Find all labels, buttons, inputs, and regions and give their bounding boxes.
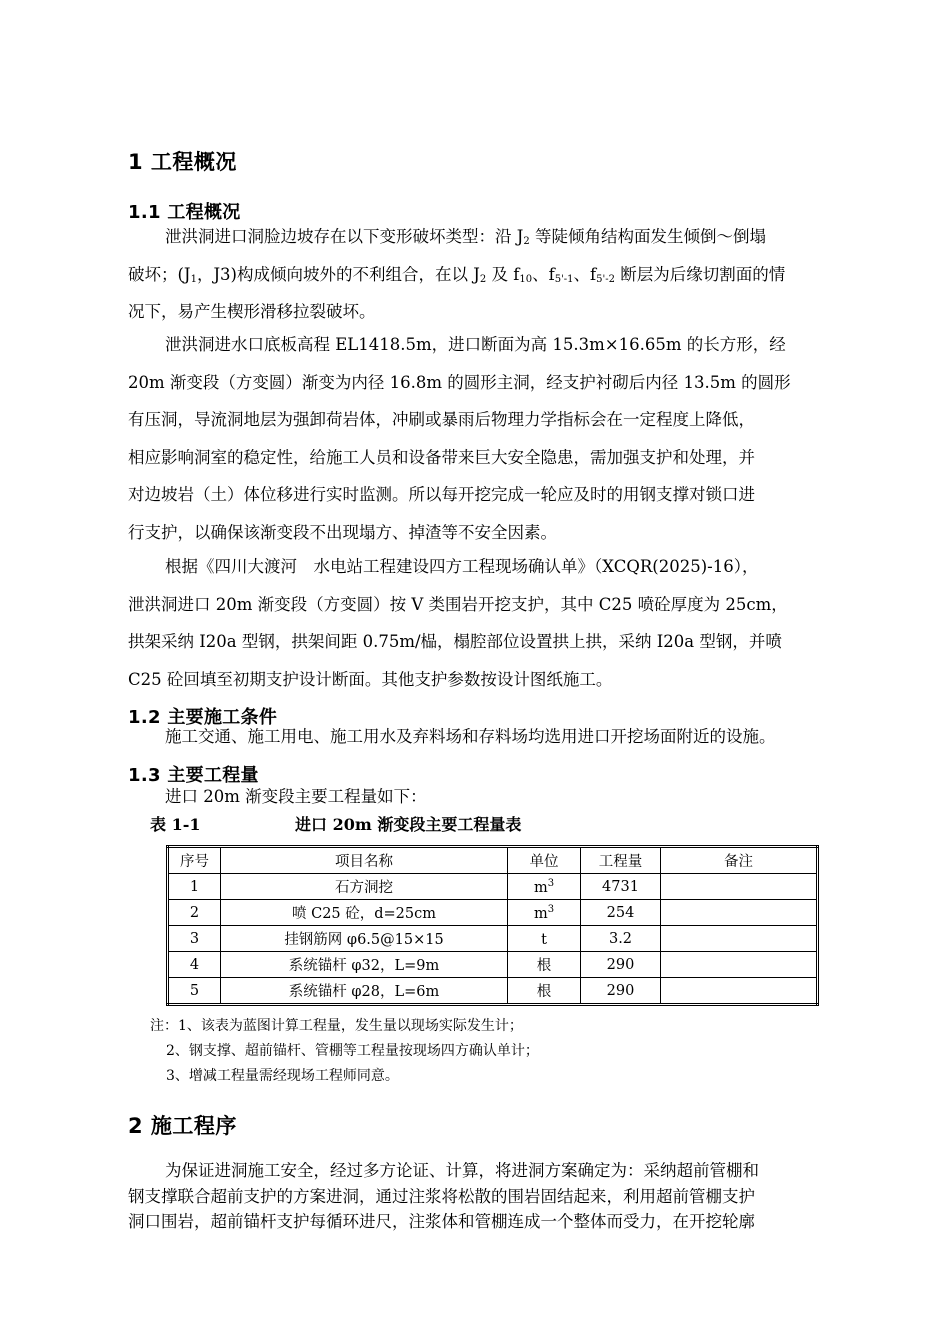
cell-name: 石方洞挖 bbox=[221, 874, 508, 900]
cell-note bbox=[661, 952, 818, 978]
section-2-heading: 2 施工程序 bbox=[128, 1114, 237, 1138]
cell-qty: 3.2 bbox=[581, 926, 661, 952]
table-row bbox=[168, 926, 818, 952]
cell-no: 2 bbox=[168, 900, 221, 926]
text-line: 破坏；($J_1$，J3)构成倾向坡外的不利组合，在以 $J_2$ 及 $f_{10}$、$f_{5'-1}$、$f_{5'-2}$ 断层为后缘切割面的情 bbox=[128, 264, 786, 285]
table-row bbox=[168, 900, 818, 926]
header-cell: 序号 bbox=[168, 847, 221, 874]
cell-unit: $m^3$ bbox=[508, 900, 581, 926]
cell-name: 喷 C25 砼，d=25cm bbox=[221, 900, 508, 926]
text-line: 施工交通、施工用电、施工用水及弃料场和存料场均选用进口开挖场面附近的设施。 bbox=[165, 727, 776, 746]
table-row bbox=[168, 874, 818, 900]
header-cell: 工程量 bbox=[581, 847, 661, 874]
text-line: 进口 20m 渐变段主要工程量如下： bbox=[165, 787, 427, 806]
cell-qty: 4731 bbox=[581, 874, 661, 900]
text-line: 有压洞，导流洞地层为强卸荷岩体，冲刷或暴雨后物理力学指标会在一定程度上降低， bbox=[128, 410, 755, 429]
cell-unit: 根 bbox=[508, 952, 581, 978]
cell-note bbox=[661, 874, 818, 900]
text-line: 洞口围岩，超前锚杆支护每循环进尺，注浆体和管棚连成一个整体而受力，在开挖轮廓 bbox=[128, 1212, 755, 1231]
paragraph-2 bbox=[128, 1158, 863, 1235]
cell-note bbox=[661, 978, 818, 1005]
text-line: 相应影响洞室的稳定性，给施工人员和设备带来巨大安全隐患，需加强支护和处理，并 bbox=[128, 447, 755, 467]
cell-qty: 290 bbox=[581, 952, 661, 978]
table-note-2: 2、钢支撑、超前锚杆、管棚等工程量按现场四方确认单计； bbox=[166, 1043, 539, 1059]
cell-qty: 290 bbox=[581, 978, 661, 1005]
text-line: 泄洪洞进口洞脸边坡存在以下变形破坏类型：沿 $J_2$ 等陡倾角结构面发生倾倒～倒塌 bbox=[165, 227, 766, 247]
cell-note bbox=[661, 900, 818, 926]
section-1-3-heading: 1.3 主要工程量 bbox=[128, 765, 259, 786]
header-cell: 单位 bbox=[508, 847, 581, 874]
text-line: 况下，易产生楔形滑移拉裂破坏。 bbox=[128, 302, 376, 321]
text-line: 钢支撑联合超前支护的方案进洞，通过注浆将松散的围岩固结起来，利用超前管棚支护 bbox=[128, 1186, 755, 1206]
text-line: 根据《四川大渡河 水电站工程建设四方工程现场确认单》（XCQR(2025)-16）， bbox=[165, 557, 759, 576]
cell-name: 系统锚杆 φ28，L=6m bbox=[221, 978, 508, 1005]
text-line: 泄洪洞进水口底板高程 EL1418.5m，进口断面为高 15.3m×16.65m 的长方形，经 bbox=[165, 335, 786, 354]
cell-name: 系统锚杆 φ32，L=9m bbox=[221, 952, 508, 978]
text-line: 泄洪洞进口 20m 渐变段（方变圆）按 V 类围岩开挖支护，其中 C25 喷砼厚度为 25cm， bbox=[128, 594, 788, 614]
paragraph-1-1-c bbox=[128, 548, 863, 698]
cell-unit: 根 bbox=[508, 978, 581, 1005]
paragraph-1-1-a bbox=[128, 218, 863, 331]
section-1-heading: 1 工程概况 bbox=[128, 150, 237, 174]
cell-name: 挂钢筋网 φ6.5@15×15 bbox=[221, 926, 508, 952]
cell-no: 5 bbox=[168, 978, 221, 1005]
cell-no: 4 bbox=[168, 952, 221, 978]
cell-no: 1 bbox=[168, 874, 221, 900]
section-1-1-heading: 1.1 工程概况 bbox=[128, 202, 241, 223]
cell-unit: t bbox=[508, 926, 581, 952]
text-line: 为保证进洞施工安全，经过多方论证、计算，将进洞方案确定为：采纳超前管棚和 bbox=[165, 1161, 759, 1180]
table-row bbox=[168, 978, 818, 1005]
header-cell: 备注 bbox=[661, 847, 818, 874]
table-row bbox=[168, 952, 818, 978]
paragraph-1-2 bbox=[128, 724, 863, 750]
text-line: 对边坡岩（土）体位移进行实时监测。所以每开挖完成一轮应及时的用钢支撑对锁口进 bbox=[128, 485, 755, 504]
cell-note bbox=[661, 926, 818, 952]
cell-unit: $m^3$ bbox=[508, 874, 581, 900]
paragraph-1-1-b bbox=[128, 326, 863, 551]
quantity-table bbox=[166, 845, 819, 1006]
table-caption-number: 表 1-1 bbox=[150, 815, 201, 834]
section-1-2-heading: 1.2 主要施工条件 bbox=[128, 707, 278, 728]
table-note-3: 3、增减工程量需经现场工程师同意。 bbox=[166, 1068, 399, 1084]
header-cell: 项目名称 bbox=[221, 847, 508, 874]
text-line: C25 砼回填至初期支护设计断面。其他支护参数按设计图纸施工。 bbox=[128, 669, 613, 689]
cell-no: 3 bbox=[168, 926, 221, 952]
text-line: 20m 渐变段（方变圆）渐变为内径 16.8m 的圆形主洞，经支护衬砌后内径 13.5m 的圆形 bbox=[128, 372, 791, 392]
table-caption-title: 进口 20m 渐变段主要工程量表 bbox=[295, 815, 522, 834]
table-note-1: 注：1、该表为蓝图计算工程量，发生量以现场实际发生计； bbox=[150, 1018, 523, 1034]
text-line: 行支护，以确保该渐变段不出现塌方、掉渣等不安全因素。 bbox=[128, 522, 557, 542]
text-line: 拱架采纳 I20a 型钢，拱架间距 0.75m/榀，榻腔部位设置拱上拱，采纳 I20a 型钢，并喷 bbox=[128, 632, 782, 651]
paragraph-1-3 bbox=[128, 784, 863, 810]
cell-qty: 254 bbox=[581, 900, 661, 926]
table-header-row bbox=[168, 847, 818, 874]
